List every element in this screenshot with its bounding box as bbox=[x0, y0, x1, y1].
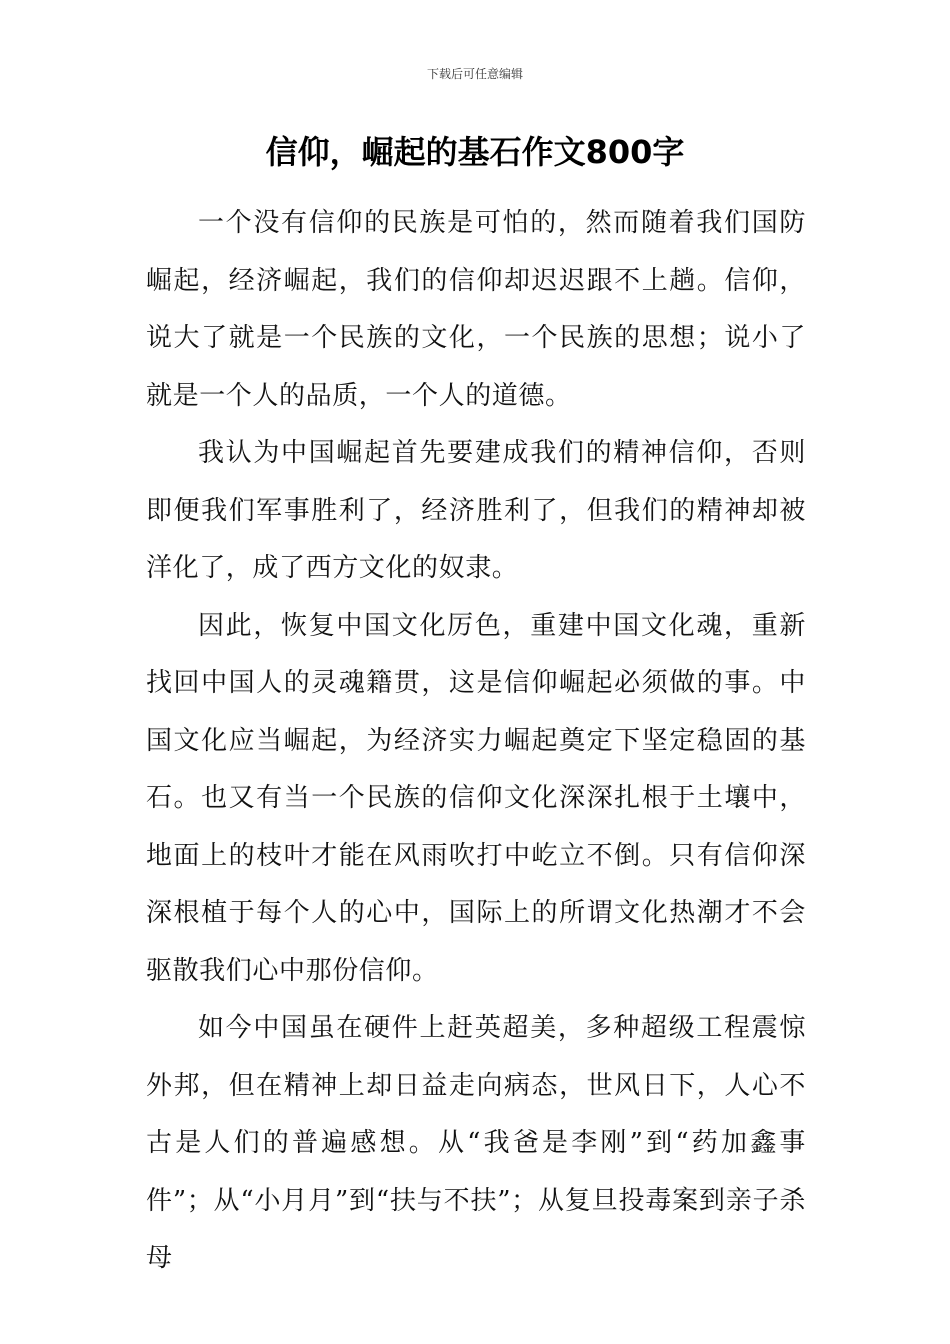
paragraph: 因此，恢复中国文化厉色，重建中国文化魂，重新找回中国人的灵魂籍贯，这是信仰崛起必须做的事。中国文化应当崛起，为经济实力崛起奠定下坚定稳固的基石。也又有当一个民族的信仰文化深深扎根于土壤中，地面上的枝叶才能在风雨吹打中屹立不倒。只有信仰深深根植于每个人的心中，国际上的所谓文化热潮才不会驱散我们心中那份信仰。 bbox=[146, 610, 806, 986]
paragraph: 我认为中国崛起首先要建成我们的精神信仰，否则即便我们军事胜利了，经济胜利了，但我们的精神却被洋化了，成了西方文化的奴隶。 bbox=[146, 438, 806, 583]
paragraph: 如今中国虽在硬件上赶英超美，多种超级工程震惊外邦，但在精神上却日益走向病态，世风日下，人心不古是人们的普遍感想。从“我爸是李刚”到“药加鑫事件”；从“小月月”到“扶与不扶”；从复旦投毒案到亲子杀母 bbox=[146, 1013, 806, 1273]
document-body bbox=[146, 195, 806, 1288]
header-note: 下载后可任意编辑 bbox=[426, 67, 523, 81]
paragraph: 一个没有信仰的民族是可怕的，然而随着我们国防崛起，经济崛起，我们的信仰却迟迟跟不上趟。信仰，说大了就是一个民族的文化，一个民族的思想；说小了就是一个人的品质，一个人的道德。 bbox=[146, 208, 806, 411]
document-title: 信仰，崛起的基石作文800字 bbox=[265, 133, 685, 171]
